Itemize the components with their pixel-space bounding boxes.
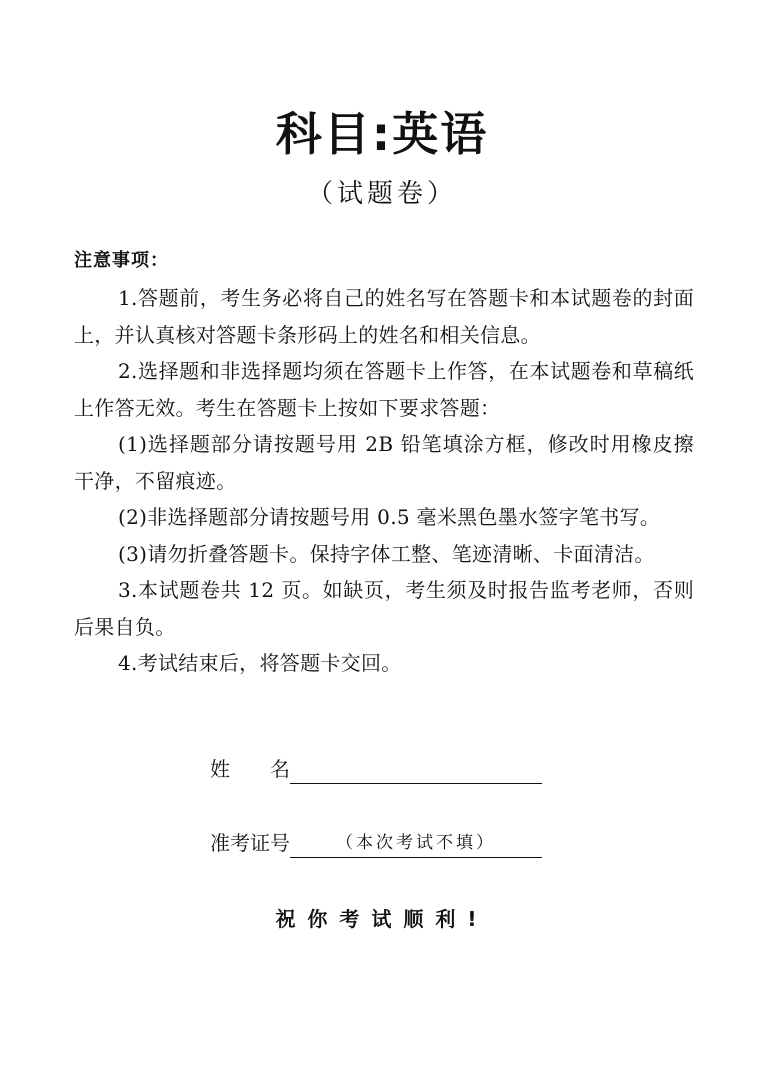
notice-item-2-1: (1)选择题部分请按题号用 2B 铅笔填涂方框，修改时用橡皮擦干净，不留痕迹。 <box>74 432 694 493</box>
notice-item-3: 3.本试题卷共 12 页。如缺页，考生须及时报告监考老师，否则后果自负。 <box>74 578 694 639</box>
name-label: 姓 名 <box>210 757 290 781</box>
notice-item-4: 4.考试结束后，将答题卡交回。 <box>118 651 402 675</box>
notice-item-2: 2.选择题和非选择题均须在答题卡上作答，在本试题卷和草稿纸上作答无效。考生在答题卡上按如下要求答题： <box>74 359 694 420</box>
exam-id-label: 准考证号 <box>210 831 290 855</box>
exam-id-field-row <box>210 828 542 858</box>
paper-type-subtitle: （试题卷） <box>306 179 457 209</box>
notice-item-2-2: (2)非选择题部分请按题号用 0.5 毫米黑色墨水签字笔书写。 <box>118 505 661 529</box>
good-luck-message: 祝你考试顺利! <box>275 907 489 931</box>
notice-item-1: 1.答题前，考生务必将自己的姓名写在答题卡和本试题卷的封面上，并认真核对答题卡条形码上的姓名和相关信息。 <box>74 286 694 347</box>
subject-title: 科目:英语 <box>275 107 489 161</box>
name-field[interactable] <box>290 755 542 784</box>
notice-item-2-3: (3)请勿折叠答题卡。保持字体工整、笔迹清晰、卡面清洁。 <box>118 541 655 566</box>
notice-heading: 注意事项： <box>74 250 169 271</box>
exam-id-field[interactable]: （本次考试不填） <box>290 829 542 858</box>
name-field-row <box>210 754 542 784</box>
notice-list <box>74 280 694 682</box>
